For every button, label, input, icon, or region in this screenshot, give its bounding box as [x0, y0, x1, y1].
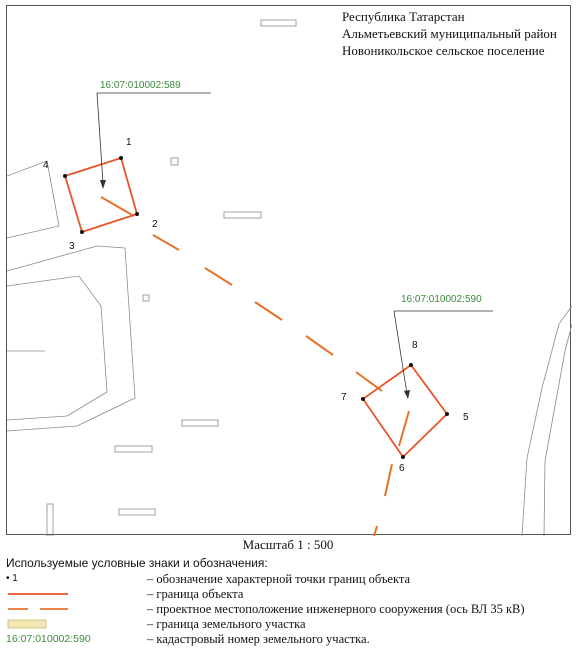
legend-text: – обозначение характерной точки границ объекта — [147, 572, 411, 586]
point-label: 5 — [463, 412, 469, 423]
building-outline — [182, 420, 218, 426]
legend-item — [6, 587, 571, 601]
point-marker — [409, 363, 413, 367]
building-outline — [7, 161, 59, 238]
legend-text: – проектное местоположение инженерного сооружения (ось ВЛ 35 кВ) — [147, 602, 525, 616]
point-label: 6 — [399, 463, 405, 474]
power-line-axis — [101, 197, 134, 216]
power-line-axis — [385, 464, 392, 496]
legend-item — [6, 632, 571, 646]
building-outline — [115, 446, 152, 452]
land-outline — [7, 246, 135, 431]
object-boundary-1 — [65, 158, 137, 232]
leader-line — [394, 311, 407, 394]
header-settlement: Новоникольское сельское поселение — [342, 43, 545, 58]
power-line-axis — [399, 411, 409, 446]
point-marker — [119, 156, 123, 160]
building-outline — [47, 504, 53, 536]
leader-arrow — [100, 180, 106, 189]
legend-item — [6, 572, 571, 586]
power-line-symbol — [6, 602, 141, 616]
object-boundary-symbol — [6, 587, 141, 601]
point-marker — [63, 174, 67, 178]
legend-item — [6, 617, 571, 631]
cadastral-number-label: 16:07:010002:589 — [100, 80, 181, 91]
power-line-axis — [306, 336, 333, 355]
parcel-boundary-symbol — [6, 617, 141, 631]
road-outline — [544, 324, 572, 536]
building-outline — [224, 212, 261, 218]
road-outline — [522, 306, 572, 536]
legend-text: – граница земельного участка — [147, 617, 306, 631]
power-line-axis — [205, 268, 232, 285]
cadastral-symbol: 16:07:010002:590 — [6, 633, 91, 645]
point-label: 1 — [126, 137, 132, 148]
power-line-axis — [255, 302, 282, 320]
header-district: Альметьевский муниципальный район — [342, 26, 557, 41]
power-line-axis — [374, 526, 377, 536]
map-frame — [6, 5, 571, 535]
legend-title: Используемые условные знаки и обозначения: — [6, 556, 268, 570]
building-outline — [261, 20, 296, 26]
cadastral-number-label: 16:07:010002:590 — [401, 294, 482, 305]
legend-item — [6, 602, 571, 616]
map-scale: Масштаб 1 : 500 — [242, 537, 334, 552]
land-outline — [7, 276, 107, 420]
building-outline — [143, 295, 149, 301]
building-outline — [119, 509, 155, 515]
point-label: 4 — [43, 160, 49, 171]
point-label: 7 — [341, 392, 347, 403]
legend-text: – граница объекта — [147, 587, 244, 601]
leader-arrow — [404, 390, 410, 399]
point-label: 2 — [152, 219, 158, 230]
point-label: 8 — [412, 340, 418, 351]
point-marker — [361, 397, 365, 401]
point-marker — [401, 455, 405, 459]
leader-line — [97, 93, 103, 183]
point-symbol: • 1 — [6, 573, 18, 584]
point-marker — [80, 230, 84, 234]
power-line-axis — [153, 235, 179, 250]
point-marker — [445, 412, 449, 416]
point-marker — [135, 212, 139, 216]
header-region: Республика Татарстан — [342, 9, 465, 24]
legend-text: – кадастровый номер земельного участка. — [147, 632, 370, 646]
point-label: 3 — [69, 241, 75, 252]
building-outline — [171, 158, 178, 165]
cadastral-map[interactable] — [7, 6, 572, 536]
